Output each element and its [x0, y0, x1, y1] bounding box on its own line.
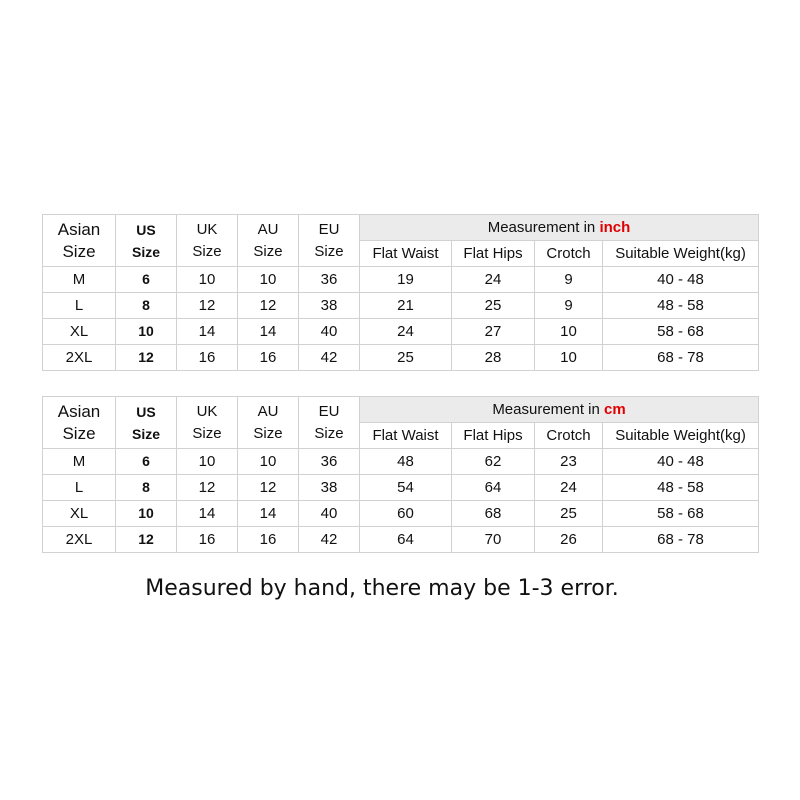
cell-waist: 48: [360, 449, 452, 475]
cell-crotch: 26: [535, 527, 603, 553]
header-asian-size: Asian Size: [43, 397, 116, 449]
header-us-size: US Size: [116, 397, 177, 449]
header-eu-size: EU Size: [299, 215, 360, 267]
cell-waist: 25: [360, 345, 452, 371]
table-row: [43, 527, 759, 553]
cell-eu: 42: [299, 527, 360, 553]
cell-asian: 2XL: [43, 345, 116, 371]
cell-waist: 60: [360, 501, 452, 527]
cell-asian: XL: [43, 319, 116, 345]
header-uk-size: UK Size: [177, 397, 238, 449]
table-row: [43, 475, 759, 501]
size-table-inch: [42, 214, 759, 371]
cell-uk: 16: [177, 527, 238, 553]
cell-eu: 40: [299, 501, 360, 527]
cell-weight: 48 - 58: [603, 475, 759, 501]
cell-asian: M: [43, 449, 116, 475]
header-uk-size: UK Size: [177, 215, 238, 267]
header-suitable-weight: Suitable Weight(kg): [603, 241, 759, 267]
cell-us: 10: [116, 319, 177, 345]
table-row: [43, 449, 759, 475]
cell-au: 10: [238, 267, 299, 293]
measurement-header: Measurement in cm: [360, 397, 759, 423]
cell-asian: XL: [43, 501, 116, 527]
cell-eu: 36: [299, 267, 360, 293]
cell-uk: 10: [177, 449, 238, 475]
cell-weight: 58 - 68: [603, 319, 759, 345]
header-au-size: AU Size: [238, 397, 299, 449]
table-body: [43, 449, 759, 553]
cell-hips: 25: [452, 293, 535, 319]
cell-uk: 10: [177, 267, 238, 293]
table-row: [43, 319, 759, 345]
cell-us: 8: [116, 475, 177, 501]
cell-crotch: 9: [535, 267, 603, 293]
cell-waist: 54: [360, 475, 452, 501]
cell-uk: 14: [177, 319, 238, 345]
cell-crotch: 10: [535, 319, 603, 345]
unit-label: cm: [604, 400, 626, 418]
cell-weight: 40 - 48: [603, 449, 759, 475]
unit-label: inch: [599, 218, 631, 236]
table-row: [43, 293, 759, 319]
cell-eu: 36: [299, 449, 360, 475]
cell-waist: 64: [360, 527, 452, 553]
cell-crotch: 10: [535, 345, 603, 371]
cell-asian: 2XL: [43, 527, 116, 553]
cell-au: 12: [238, 293, 299, 319]
cell-hips: 62: [452, 449, 535, 475]
cell-hips: 70: [452, 527, 535, 553]
cell-us: 10: [116, 501, 177, 527]
measurement-header: Measurement in inch: [360, 215, 759, 241]
cell-au: 12: [238, 475, 299, 501]
header-us-size: US Size: [116, 215, 177, 267]
cell-us: 6: [116, 267, 177, 293]
cell-uk: 16: [177, 345, 238, 371]
cell-weight: 48 - 58: [603, 293, 759, 319]
cell-au: 16: [238, 345, 299, 371]
cell-asian: L: [43, 475, 116, 501]
cell-uk: 12: [177, 475, 238, 501]
cell-eu: 38: [299, 293, 360, 319]
header-crotch: Crotch: [535, 423, 603, 449]
cell-eu: 40: [299, 319, 360, 345]
header-suitable-weight: Suitable Weight(kg): [603, 423, 759, 449]
cell-weight: 68 - 78: [603, 345, 759, 371]
cell-crotch: 24: [535, 475, 603, 501]
cell-hips: 24: [452, 267, 535, 293]
cell-hips: 64: [452, 475, 535, 501]
cell-au: 16: [238, 527, 299, 553]
cell-us: 12: [116, 345, 177, 371]
table-row: [43, 345, 759, 371]
cell-hips: 68: [452, 501, 535, 527]
cell-waist: 19: [360, 267, 452, 293]
table-row: [43, 267, 759, 293]
cell-us: 6: [116, 449, 177, 475]
cell-uk: 12: [177, 293, 238, 319]
cell-hips: 28: [452, 345, 535, 371]
cell-waist: 21: [360, 293, 452, 319]
measurement-note: Measured by hand, there may be 1-3 error.: [145, 576, 619, 601]
header-asian-size: Asian Size: [43, 215, 116, 267]
cell-crotch: 25: [535, 501, 603, 527]
cell-eu: 42: [299, 345, 360, 371]
cell-weight: 68 - 78: [603, 527, 759, 553]
header-eu-size: EU Size: [299, 397, 360, 449]
header-au-size: AU Size: [238, 215, 299, 267]
size-table-cm: [42, 396, 759, 553]
cell-crotch: 9: [535, 293, 603, 319]
table-row: [43, 501, 759, 527]
cell-au: 14: [238, 319, 299, 345]
cell-au: 14: [238, 501, 299, 527]
cell-us: 8: [116, 293, 177, 319]
cell-us: 12: [116, 527, 177, 553]
cell-crotch: 23: [535, 449, 603, 475]
cell-uk: 14: [177, 501, 238, 527]
table-body: [43, 267, 759, 371]
header-flat-waist: Flat Waist: [360, 423, 452, 449]
cell-hips: 27: [452, 319, 535, 345]
header-flat-hips: Flat Hips: [452, 241, 535, 267]
cell-weight: 40 - 48: [603, 267, 759, 293]
cell-asian: M: [43, 267, 116, 293]
cell-au: 10: [238, 449, 299, 475]
cell-asian: L: [43, 293, 116, 319]
cell-eu: 38: [299, 475, 360, 501]
header-crotch: Crotch: [535, 241, 603, 267]
header-flat-waist: Flat Waist: [360, 241, 452, 267]
cell-waist: 24: [360, 319, 452, 345]
header-flat-hips: Flat Hips: [452, 423, 535, 449]
cell-weight: 58 - 68: [603, 501, 759, 527]
